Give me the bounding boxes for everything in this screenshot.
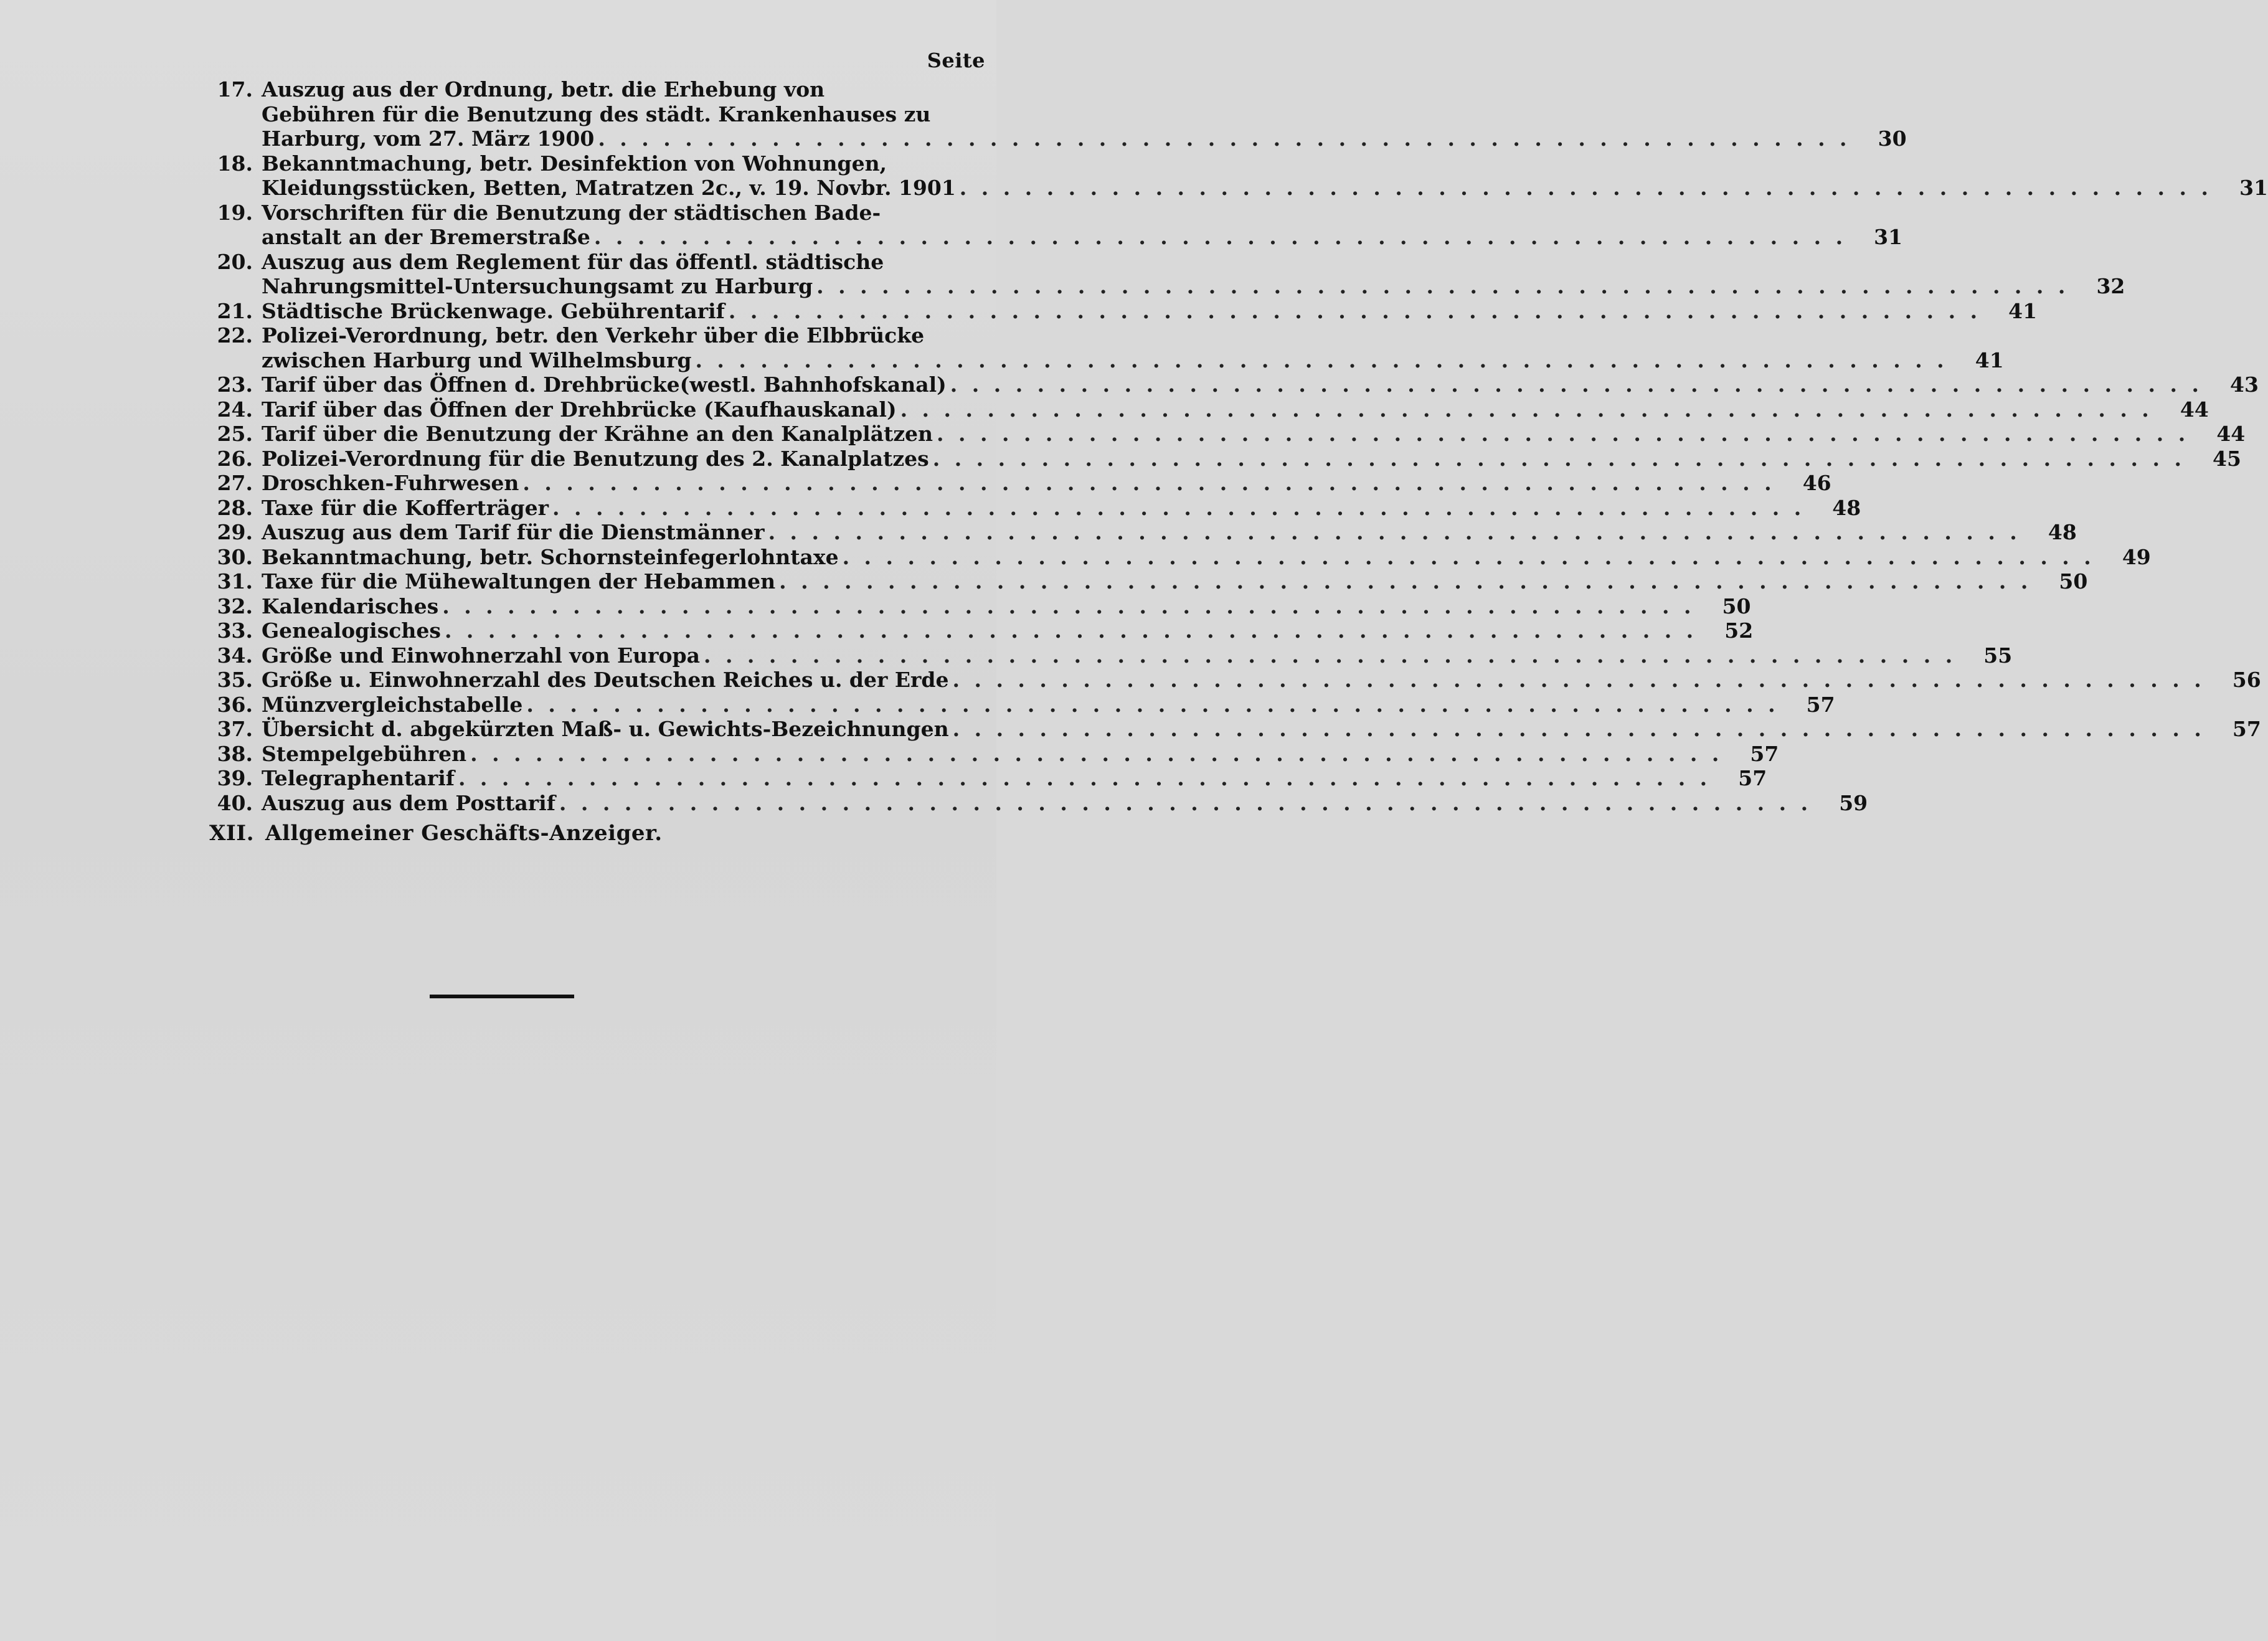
toc-entry-title xyxy=(262,594,1694,619)
toc-entry-text: Tarif über das Öffnen d. Drehbrücke(westl. Bahnhofskanal) xyxy=(262,372,947,397)
dot-leader: . . . . . . . . . . . . . . . . . . . . . . . . . . . . . . . . . . . . . . . . . . . . . . . . . . . . . . . . . . xyxy=(470,741,1723,766)
toc-entry-line xyxy=(262,594,1694,619)
toc-entry-number: 36. xyxy=(217,692,253,717)
toc-entry-text: Nahrungsmittel-Untersuchungsamt zu Harburg xyxy=(262,274,813,298)
toc-entry-text: Kalendarisches xyxy=(262,594,439,618)
toc-entry-number: 17. xyxy=(217,77,253,102)
toc-entry-line xyxy=(262,422,2189,447)
toc-entry-title xyxy=(262,471,1775,496)
dot-leader: . . . . . . . . . . . . . . . . . . . . . . . . . . . . . . . . . . . . . . . . . . . . . . . . . . . . . . . . . . xyxy=(728,298,1982,323)
toc-entry-number: 18. xyxy=(217,151,253,176)
toc-entry xyxy=(212,298,2038,324)
toc-entry-line xyxy=(262,618,1697,643)
toc-entry xyxy=(212,643,2013,668)
toc-entry xyxy=(212,594,1751,619)
table-of-contents xyxy=(212,77,2268,815)
dot-leader: . . . . . . . . . . . . . . . . . . . . . . . . . . . . . . . . . . . . . . . . . . . . . . . . . . . . . . . . . . xyxy=(959,176,2212,200)
toc-entry-text: Auszug aus dem Posttarif xyxy=(262,790,555,815)
toc-entry-number: 24. xyxy=(217,397,253,422)
toc-entry-line xyxy=(262,126,1851,151)
toc-entry-line xyxy=(262,668,2205,693)
toc-entry-text: Taxe für die Kofferträger xyxy=(262,495,549,520)
toc-entry-text: Kleidungsstücken, Betten, Matratzen 2c., v. 19. Novbr. 1901 xyxy=(262,176,956,200)
toc-entry xyxy=(212,200,1903,250)
toc-entry-text: Telegraphentarif xyxy=(262,766,455,790)
toc-entry-number: 28. xyxy=(217,495,253,520)
dot-leader: . . . . . . . . . . . . . . . . . . . . . . . . . . . . . . . . . . . . . . . . . . . . . . . . . . . . . . . . . . xyxy=(932,446,2185,471)
toc-entry xyxy=(212,372,2259,397)
toc-entry-line xyxy=(262,545,2095,570)
dot-leader: . . . . . . . . . . . . . . . . . . . . . . . . . . . . . . . . . . . . . . . . . . . . . . . . . . . . . . . . . . xyxy=(900,397,2153,422)
toc-entry-page: 55 xyxy=(1983,643,2013,668)
dot-leader: . . . . . . . . . . . . . . . . . . . . . . . . . . . . . . . . . . . . . . . . . . . . . . . . . . . . . . . . . . xyxy=(552,495,1805,520)
toc-entry-text: Münzvergleichstabelle xyxy=(262,692,523,717)
dot-leader: . . . . . . . . . . . . . . . . . . . . . . . . . . . . . . . . . . . . . . . . . . . . . . . . . . . . . . . . . . xyxy=(950,372,2203,397)
toc-entry-text: Vorschriften für die Benutzung der städtischen Bade- xyxy=(262,200,881,225)
toc-entry-text: Genealogisches xyxy=(262,618,441,643)
toc-entry-line xyxy=(262,569,2031,594)
toc-entry-line xyxy=(262,77,1851,102)
toc-entry-title xyxy=(262,299,1981,324)
toc-entry-page: 59 xyxy=(1839,790,1868,815)
toc-entry-text: Größe u. Einwohnerzahl des Deutschen Reiches u. der Erde xyxy=(262,668,949,692)
dot-leader: . . . . . . . . . . . . . . . . . . . . . . . . . . . . . . . . . . . . . . . . . . . . . . . . . . . . . . . . . . xyxy=(593,225,1847,249)
toc-entry-number: 33. xyxy=(217,618,253,643)
toc-entry-title xyxy=(262,766,1711,791)
toc-entry-text: Auszug aus der Ordnung, betr. die Erhebung von xyxy=(262,77,825,102)
toc-entry xyxy=(212,446,2241,471)
toc-entry-page: 43 xyxy=(2230,372,2259,397)
dot-leader: . . . . . . . . . . . . . . . . . . . . . . . . . . . . . . . . . . . . . . . . . . . . . . . . . . . . . . . . . . xyxy=(526,692,1779,717)
toc-entry-title xyxy=(262,545,2095,570)
toc-entry-line xyxy=(262,102,1851,127)
toc-entry-line xyxy=(262,447,2185,471)
toc-entry-line xyxy=(262,348,1948,373)
toc-entry-number: 21. xyxy=(217,298,253,323)
toc-entry xyxy=(212,544,2151,570)
toc-entry-page: 57 xyxy=(1750,741,1779,766)
toc-entry-line xyxy=(262,225,1846,250)
toc-entry-page: 57 xyxy=(1738,766,1767,790)
dot-leader: . . . . . . . . . . . . . . . . . . . . . . . . . . . . . . . . . . . . . . . . . . . . . . . . . . . . . . . . . . xyxy=(444,618,1698,643)
toc-entry-page: 48 xyxy=(1832,495,1861,520)
toc-entry-title xyxy=(262,791,1812,816)
separator-rule xyxy=(430,995,574,998)
toc-entry xyxy=(212,323,2004,372)
toc-entry-text: Bekanntmachung, betr. Schornsteinfegerlohntaxe xyxy=(262,544,839,569)
toc-entry-title xyxy=(262,151,2212,201)
toc-entry-text: Tarif über die Benutzung der Krähne an den Kanalplätzen xyxy=(262,422,933,446)
toc-entry xyxy=(212,766,1767,791)
toc-entry xyxy=(212,249,2125,299)
toc-entry-line xyxy=(262,693,1779,717)
dot-leader: . . . . . . . . . . . . . . . . . . . . . . . . . . . . . . . . . . . . . . . . . . . . . . . . . . . . . . . . . . xyxy=(522,471,1775,495)
toc-entry-page: 32 xyxy=(2096,274,2125,298)
dot-leader: . . . . . . . . . . . . . . . . . . . . . . . . . . . . . . . . . . . . . . . . . . . . . . . . . . . . . . . . . . xyxy=(952,717,2205,741)
section-title: Allgemeiner Geschäfts-Anzeiger. xyxy=(265,821,663,846)
toc-entry xyxy=(212,471,1831,496)
toc-entry-text: Bekanntmachung, betr. Desinfektion von Wohnungen, xyxy=(262,151,887,176)
toc-entry-title xyxy=(262,77,1851,151)
toc-entry xyxy=(212,618,1754,643)
toc-entry-text: Übersicht d. abgekürzten Maß- u. Gewichts-Bezeichnungen xyxy=(262,717,949,741)
toc-entry xyxy=(212,77,1907,151)
toc-entry-line xyxy=(262,791,1812,816)
toc-entry-text: Städtische Brückenwage. Gebührentarif xyxy=(262,298,725,323)
dot-leader: . . . . . . . . . . . . . . . . . . . . . . . . . . . . . . . . . . . . . . . . . . . . . . . . . . . . . . . . . . xyxy=(442,594,1695,618)
toc-entry-title xyxy=(262,618,1697,643)
toc-entry xyxy=(212,397,2209,422)
toc-entry-page: 44 xyxy=(2180,397,2209,422)
toc-entry xyxy=(212,790,1868,816)
toc-entry-page: 30 xyxy=(1878,126,1907,151)
toc-entry-page: 57 xyxy=(2232,717,2261,741)
toc-entry-title xyxy=(262,643,1956,668)
dot-leader: . . . . . . . . . . . . . . . . . . . . . . . . . . . . . . . . . . . . . . . . . . . . . . . . . . . . . . . . . . xyxy=(703,643,1957,668)
toc-entry-number: 37. xyxy=(217,717,253,741)
dot-leader: . . . . . . . . . . . . . . . . . . . . . . . . . . . . . . . . . . . . . . . . . . . . . . . . . . . . . . . . . . xyxy=(842,544,2095,569)
toc-entry-page: 50 xyxy=(2059,569,2088,594)
toc-entry-number: 30. xyxy=(217,544,253,569)
toc-entry-page: 45 xyxy=(2213,446,2241,471)
toc-entry-text: Harburg, vom 27. März 1900 xyxy=(262,126,595,151)
toc-entry xyxy=(212,151,2268,201)
toc-entry-number: 19. xyxy=(217,200,253,225)
toc-entry-number: 35. xyxy=(217,668,253,692)
dot-leader: . . . . . . . . . . . . . . . . . . . . . . . . . . . . . . . . . . . . . . . . . . . . . . . . . . . . . . . . . . xyxy=(779,569,2032,594)
toc-entry-number: 31. xyxy=(217,569,253,594)
toc-entry-title xyxy=(262,323,1948,372)
dot-leader: . . . . . . . . . . . . . . . . . . . . . . . . . . . . . . . . . . . . . . . . . . . . . . . . . . . . . . . . . . xyxy=(952,668,2205,692)
toc-entry-line xyxy=(262,742,1722,767)
toc-entry-line xyxy=(262,520,2021,545)
toc-entry-line xyxy=(262,274,2069,299)
toc-entry-page: 50 xyxy=(1722,594,1751,618)
toc-entry-line xyxy=(262,250,2069,275)
toc-entry-number: 23. xyxy=(217,372,253,397)
toc-entry-number: 39. xyxy=(217,766,253,790)
toc-entry-page: 57 xyxy=(1806,692,1835,717)
toc-entry-title xyxy=(262,397,2153,422)
toc-entry-title xyxy=(262,693,1779,717)
toc-entry-title xyxy=(262,569,2031,594)
toc-entry-page: 44 xyxy=(2216,422,2246,446)
toc-entry-text: Gebühren für die Benutzung des städt. Krankenhauses zu xyxy=(262,102,931,126)
section-heading xyxy=(209,821,663,846)
toc-entry-line xyxy=(262,201,1846,225)
dot-leader: . . . . . . . . . . . . . . . . . . . . . . . . . . . . . . . . . . . . . . . . . . . . . . . . . . . . . . . . . . xyxy=(598,126,1851,151)
toc-entry-title xyxy=(262,372,2203,397)
toc-entry-number: 27. xyxy=(217,471,253,495)
toc-entry-title xyxy=(262,520,2021,545)
toc-entry-line xyxy=(262,643,1956,668)
toc-entry-page: 31 xyxy=(2239,176,2268,200)
toc-entry-line xyxy=(262,176,2212,201)
toc-entry xyxy=(212,569,2088,594)
toc-entry-number: 20. xyxy=(217,249,253,274)
toc-entry-text: Auszug aus dem Reglement für das öffentl. städtische xyxy=(262,249,884,274)
toc-entry-page: 56 xyxy=(2232,668,2261,692)
toc-entry xyxy=(212,692,1835,717)
toc-entry-number: 40. xyxy=(217,790,253,815)
toc-entry-line xyxy=(262,372,2203,397)
toc-entry-page: 52 xyxy=(1724,618,1754,643)
toc-entry-page: 48 xyxy=(2048,520,2077,544)
toc-entry-number: 25. xyxy=(217,422,253,446)
toc-entry-text: Stempelgebühren xyxy=(262,741,467,766)
toc-entry-text: Droschken-Fuhrwesen xyxy=(262,471,519,495)
toc-entry-number: 29. xyxy=(217,520,253,544)
toc-entry-text: Polizei-Verordnung für die Benutzung des 2. Kanalplatzes xyxy=(262,446,929,471)
toc-entry-line xyxy=(262,496,1805,521)
toc-entry-title xyxy=(262,668,2205,693)
toc-entry-title xyxy=(262,742,1722,767)
toc-entry-title xyxy=(262,422,2189,447)
toc-entry xyxy=(212,520,2077,545)
toc-entry-text: Auszug aus dem Tarif für die Dienstmänner xyxy=(262,520,765,544)
toc-entry-number: 38. xyxy=(217,741,253,766)
dot-leader: . . . . . . . . . . . . . . . . . . . . . . . . . . . . . . . . . . . . . . . . . . . . . . . . . . . . . . . . . . xyxy=(695,348,1948,372)
toc-entry-page: 31 xyxy=(1874,225,1903,249)
toc-entry-title xyxy=(262,447,2185,471)
toc-entry-page: 46 xyxy=(1802,471,1831,495)
toc-entry xyxy=(212,741,1779,767)
dot-leader: . . . . . . . . . . . . . . . . . . . . . . . . . . . . . . . . . . . . . . . . . . . . . . . . . . . . . . . . . . xyxy=(559,790,1812,815)
dot-leader: . . . . . . . . . . . . . . . . . . . . . . . . . . . . . . . . . . . . . . . . . . . . . . . . . . . . . . . . . . xyxy=(937,422,2190,446)
toc-entry-title xyxy=(262,717,2205,742)
toc-entry-title xyxy=(262,201,1846,250)
toc-entry-line xyxy=(262,299,1981,324)
dot-leader: . . . . . . . . . . . . . . . . . . . . . . . . . . . . . . . . . . . . . . . . . . . . . . . . . . . . . . . . . . xyxy=(768,520,2021,544)
toc-entry xyxy=(212,422,2246,447)
toc-entry-line xyxy=(262,717,2205,742)
dot-leader: . . . . . . . . . . . . . . . . . . . . . . . . . . . . . . . . . . . . . . . . . . . . . . . . . . . . . . . . . . xyxy=(816,274,2069,298)
toc-entry-number: 26. xyxy=(217,446,253,471)
toc-entry-number: 22. xyxy=(217,323,253,348)
toc-entry-number: 34. xyxy=(217,643,253,668)
toc-entry-title xyxy=(262,496,1805,521)
toc-entry-text: zwischen Harburg und Wilhelmsburg xyxy=(262,348,692,372)
page-column-header: Seite xyxy=(927,49,985,72)
toc-entry-text: Größe und Einwohnerzahl von Europa xyxy=(262,643,700,668)
toc-entry-line xyxy=(262,323,1948,348)
toc-entry-line xyxy=(262,151,2212,176)
toc-entry-page: 49 xyxy=(2122,544,2151,569)
toc-entry-number: 32. xyxy=(217,594,253,618)
toc-entry-text: Polizei-Verordnung, betr. den Verkehr über die Elbbrücke xyxy=(262,323,925,348)
toc-entry xyxy=(212,495,1861,521)
toc-entry xyxy=(212,668,2261,693)
toc-entry-page: 41 xyxy=(2008,298,2038,323)
toc-entry-text: anstalt an der Bremerstraße xyxy=(262,225,590,249)
toc-entry-title xyxy=(262,250,2069,299)
toc-entry xyxy=(212,717,2261,742)
dot-leader: . . . . . . . . . . . . . . . . . . . . . . . . . . . . . . . . . . . . . . . . . . . . . . . . . . . . . . . . . . xyxy=(458,766,1711,790)
toc-entry-line xyxy=(262,397,2153,422)
toc-entry-line xyxy=(262,766,1711,791)
toc-entry-text: Taxe für die Mühewaltungen der Hebammen xyxy=(262,569,776,594)
toc-entry-page: 41 xyxy=(1975,348,2004,372)
toc-entry-line xyxy=(262,471,1775,496)
toc-entry-text: Tarif über das Öffnen der Drehbrücke (Kaufhauskanal) xyxy=(262,397,897,422)
section-number: XII. xyxy=(209,821,255,846)
